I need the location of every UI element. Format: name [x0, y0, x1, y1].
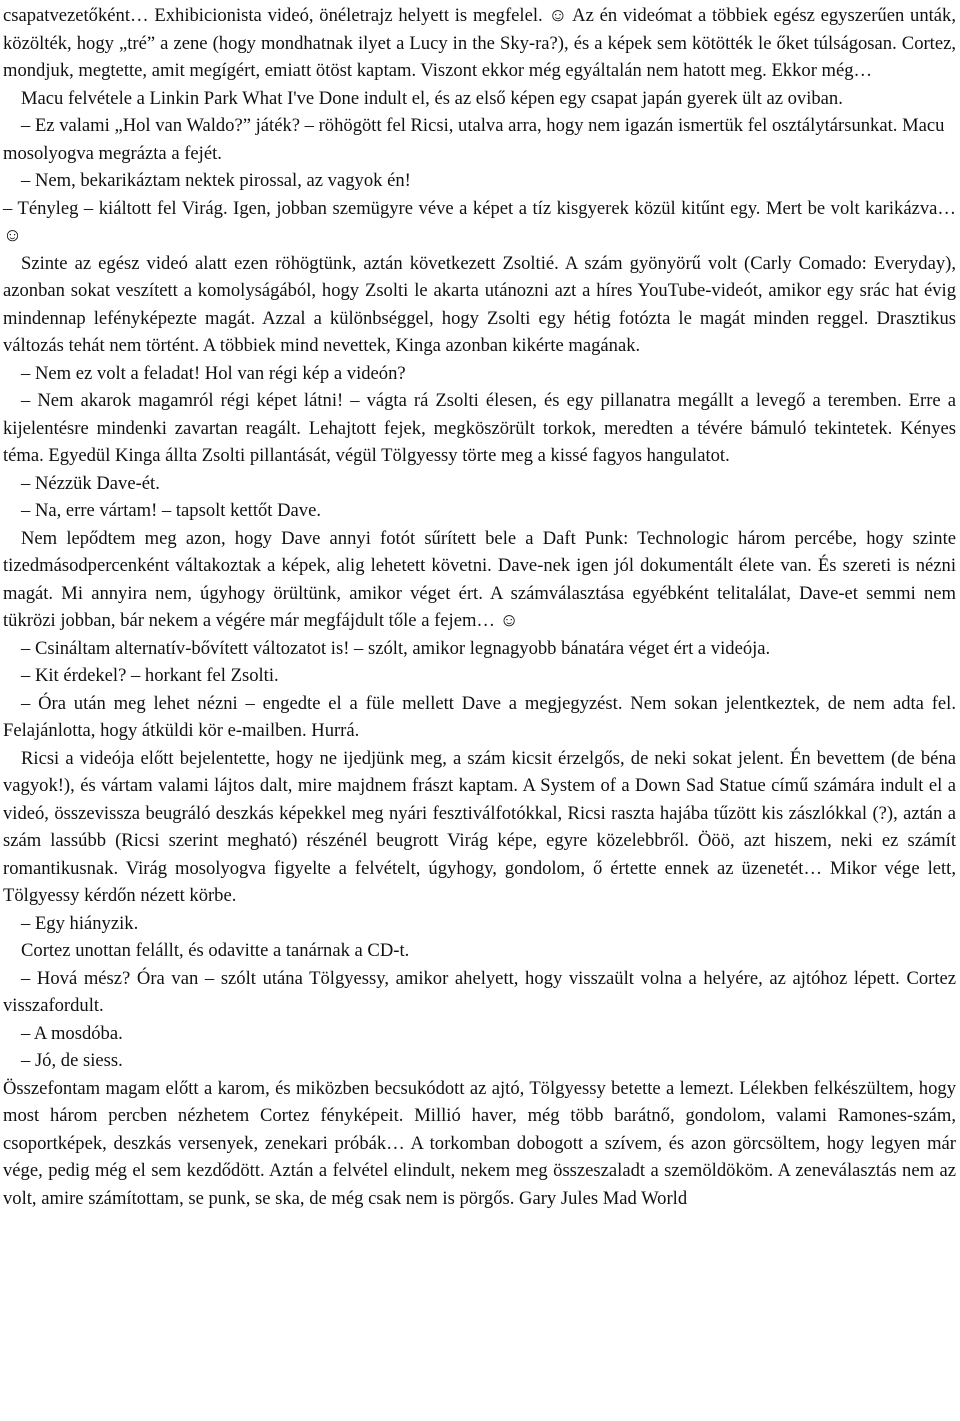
paragraph: Szinte az egész videó alatt ezen röhögtünk, aztán következett Zsoltié. A szám gyönyörű volt (Carly Comado: Everyday), azonban sokat veszített a komolyságából, hogy Zsolti le akarta utánozni azt a híres YouTube-videót, amikor egy srác hat évig mindennap lefényképezte magát. Azzal a különbséggel, hogy Zsolti egy hétig fotózta le magát minden reggel. Drasztikus változás tehát nem történt. A többiek mind nevettek, Kinga azonban kikérte magának.: [3, 252, 956, 356]
paragraph: – Tényleg – kiáltott fel Virág. Igen, jobban szemügyre véve a képet a tíz kisgyerek közül kitűnt egy. Mert be volt karikázva… ☺: [3, 197, 956, 246]
dialogue-line: – A mosdóba.: [21, 1022, 123, 1044]
dialogue-line: – Jó, de siess.: [21, 1050, 123, 1071]
dialogue-line: – Egy hiányzik.: [21, 912, 139, 934]
dialogue-line: – Na, erre vártam! – tapsolt kettőt Dave.: [21, 500, 321, 521]
dialogue-line: – Nézzük Dave-ét.: [21, 472, 160, 494]
paragraph: Nem lepődtem meg azon, hogy Dave annyi fotót sűrített bele a Daft Punk: Technologic három percébe, hogy szinte tizedmásodpercenként váltakoztak a képek, alig lehetett követni. Dave-nek igen jól dokumentált élete van. És szereti is nézni magát. Mi annyira nem, úgyhogy örültünk, amikor véget ért. A számválasztása egyébként telitalálat, Dave-et semmi nem tükrözi jobban, bár nekem a végére már megfájdult tőle a fejem… ☺: [3, 527, 956, 631]
paragraph: – Nem akarok magamról régi képet látni! – vágta rá Zsolti élesen, és egy pillanatra megállt a levegő a teremben. Erre a kijelentésre mindenki zavartan reagált. Lehajtott fejek, megköszörült torkok, meredten a tévére bámuló tekintetek. Kényes téma. Egyedül Kinga állta Zsolti pillantását, végül Tölgyessy törte meg a kissé fagyos hangulatot.: [3, 390, 956, 466]
dialogue-line: – Ez valami „Hol van Waldo?” játék? – röhögött fel Ricsi, utalva arra, hogy nem igazán ismertük fel osztálytársunkat. Macu mosolyogva megrázta a fejét.: [3, 115, 945, 164]
dialogue-line: Cortez unottan felállt, és odavitte a tanárnak a CD-t.: [21, 940, 410, 961]
paragraph: csapatvezetőként… Exhibicionista videó, önéletrajz helyett is megfelel. ☺ Az én videómat a többiek egész egyszerűen unták, közölték, hogy „tré” a zene (hogy mondhatnak ilyet a Lucy in the Sky-ra?), és a képek sem kötötték le őket túlságosan. Cortez, mondjuk, megtette, amit megígért, emiatt ötöst kaptam. Viszont ekkor még egyáltalán nem hatott meg. Ekkor még…: [3, 5, 956, 81]
paragraph: Macu felvétele a Linkin Park What I've Done indult el, és az első képen egy csapat japán gyerek ült az oviban.: [21, 87, 843, 109]
dialogue-line: – Nem, bekarikáztam nektek pirossal, az vagyok én!: [21, 170, 411, 191]
dialogue-line: – Nem ez volt a feladat! Hol van régi kép a videón?: [21, 362, 406, 384]
paragraph: Ricsi a videója előtt bejelentette, hogy ne ijedjünk meg, a szám kicsit érzelgős, de neki sokat jelent. Én bevettem (de béna vagyok!), és vártam valami lájtos dalt, mire majdnem frászt kaptam. A System of a Down Sad Statue című számára indult el a videó, összevissza beugráló deszkás képekkel meg nyári fesztiválfotókkal, Ricsi raszta hajába tűzött kis zászlókkal (?), aztán a szám lassúbb (Ricsi szerint megható) részénél beugrott Virág képe, egyre közelebbről. Ööö, azt hiszem, neki ez számít romantikusnak. Virág mosolyogva figyelte a felvételt, úgyhogy, gondolom, ő értette ennek az üzenetét… Mikor vége lett, Tölgyessy kérdőn nézett körbe.: [3, 747, 956, 906]
paragraph: Összefontam magam előtt a karom, és miközben becsukódott az ajtó, Tölgyessy betette a lemezt. Lélekben felkészültem, hogy most három percben nézhetem Cortez fényképeit. Millió haver, még több barátnő, gondolom, valami Ramones-szám, csoportképek, deszkás versenyek, zenekari próbák… A torkomban dobogott a szívem, és azon görcsöltem, hogy legyen már vége, pedig még el sem kezdődött. Aztán a felvétel elindult, nekem meg összeszaladt a szemöldököm. A zeneválasztás nem az volt, amire számítottam, se punk, se ska, de még csak nem is pörgős. Gary Jules Mad World: [3, 1077, 956, 1209]
dialogue-line: – Kit érdekel? – horkant fel Zsolti.: [21, 665, 279, 686]
paragraph: – Csináltam alternatív-bővített változatot is! – szólt, amikor legnagyobb bánatára véget ért a videója.: [21, 637, 771, 659]
paragraph: – Hová mész? Óra van – szólt utána Tölgyessy, amikor ahelyett, hogy visszaült volna a helyére, az ajtóhoz lépett. Cortez visszafordult.: [3, 967, 956, 1016]
paragraph: – Óra után meg lehet nézni – engedte el a füle mellett Dave a megjegyzést. Nem sokan jelentkeztek, de nem adta fel. Felajánlotta, hogy átküldi kör e-mailben. Hurrá.: [3, 692, 956, 741]
